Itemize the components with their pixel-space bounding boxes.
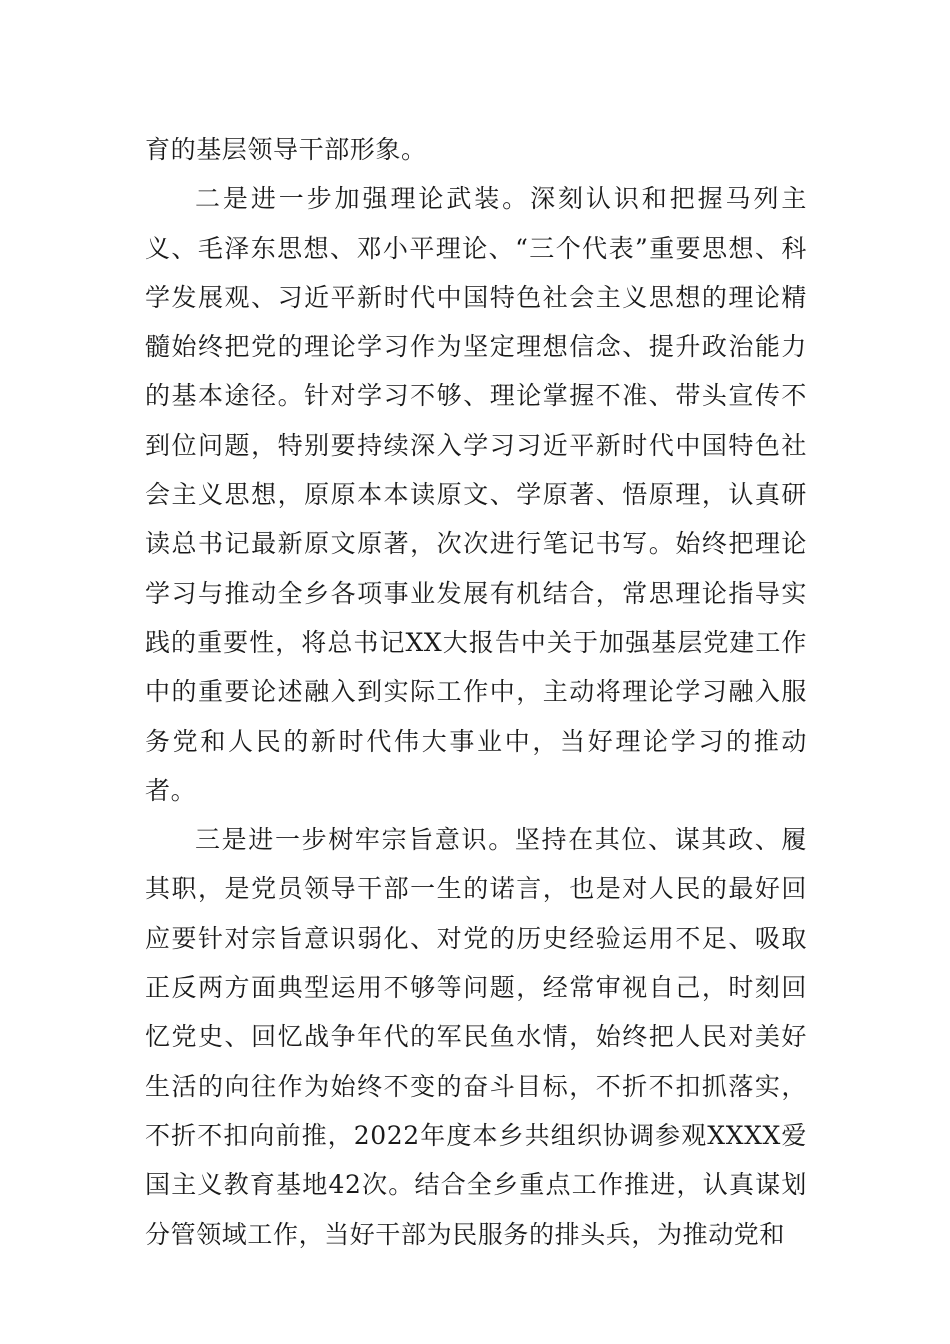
paragraph-continuation: 育的基层领导干部形象。 [145,135,427,164]
paragraph-purpose-awareness: 三是进一步树牢宗旨意识。坚持在其位、谋其政、履其职，是党员领导干部一生的诺言，也是对人民的最好回应要针对宗旨意识弱化、对党的历史经验运用不足、吸取正反两方面典型运用不够等问题，经常审视自己，时刻回忆党史、回忆战争年代的军民鱼水情，始终把人民对美好生活的向往作为始终不变的奋斗目标，不折不扣抓落实，不折不扣向前推，2022年度本乡共组织协调参观XXXX爱国主义教育基地42次。结合全乡重点工作推进，认真谋划分管领域工作，当好干部为民服务的排头兵，为推动党和 [145,825,807,1249]
document-body [145,125,807,1259]
paragraph-theory-study: 二是进一步加强理论武装。深刻认识和把握马列主义、毛泽东思想、邓小平理论、“三个代表”重要思想、科学发展观、习近平新时代中国特色社会主义思想的理论精髓始终把党的理论学习作为坚定理想信念、提升政治能力的基本途径。针对学习不够、理论掌握不准、带头宣传不到位问题，特别要持续深入学习习近平新时代中国特色社会主义思想，原原本本读原文、学原著、悟原理，认真研读总书记最新原文原著，次次进行笔记书写。始终把理论学习与推动全乡各项事业发展有机结合，常思理论指导实践的重要性，将总书记XX大报告中关于加强基层党建工作中的重要论述融入到实际工作中，主动将理论学习融入服务党和人民的新时代伟大事业中，当好理论学习的推动者。 [145,184,807,805]
